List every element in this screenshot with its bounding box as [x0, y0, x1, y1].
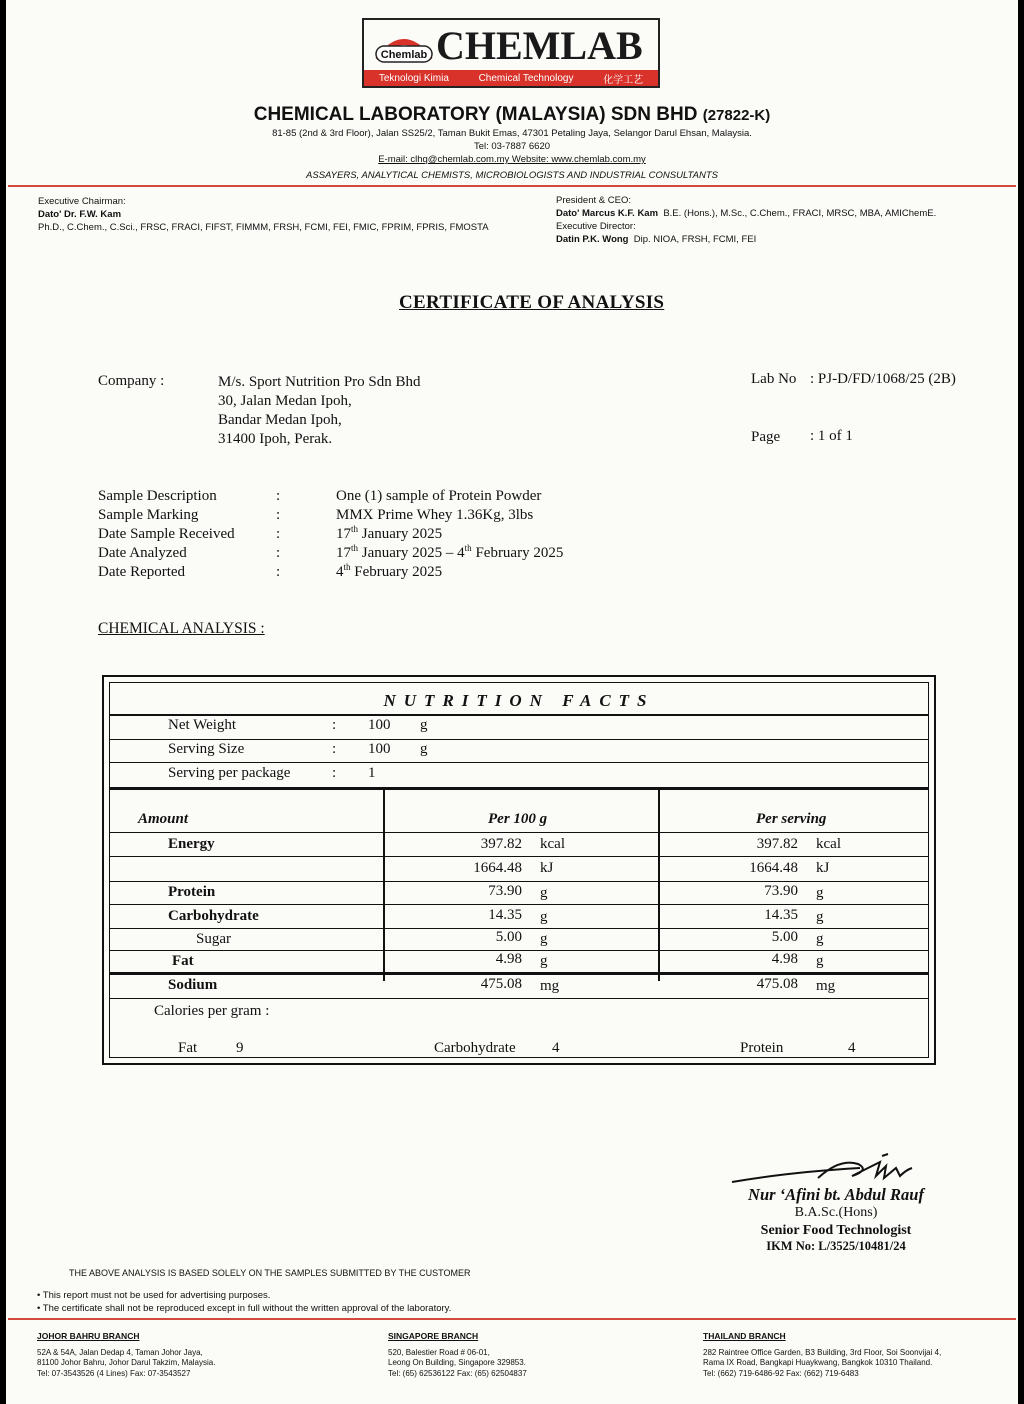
tagline-chinese: 化学工艺: [603, 74, 644, 86]
perserving-value: 475.08: [756, 976, 798, 992]
sample-description: One (1) sample of Protein Powder: [336, 488, 542, 504]
branch-address: 520, Balestier Road # 06-01,: [388, 1347, 490, 1357]
nutrient-label: Protein: [168, 884, 216, 900]
nutrition-facts-table: [102, 675, 936, 1065]
sample-detail-values: [336, 487, 563, 582]
per100-unit: g: [540, 885, 548, 901]
perserving-value: 73.90: [764, 883, 798, 899]
cal-fat-label: Fat: [178, 1040, 198, 1056]
president-name: Dato' Marcus K.F. Kam: [556, 208, 659, 219]
perserving-value: 1664.48: [749, 860, 798, 876]
per100-value: 4.98: [495, 951, 522, 967]
sample-marking: MMX Prime Whey 1.36Kg, 3lbs: [336, 507, 534, 523]
executive-officers: [556, 194, 936, 246]
detail-label: Date Reported: [98, 564, 186, 580]
per100-unit: g: [540, 953, 548, 969]
sample-detail-colons: [276, 487, 280, 582]
footer-rule: [8, 1318, 1016, 1320]
tagline-english: Chemical Technology: [478, 72, 574, 84]
cal-protein-label: Protein: [740, 1040, 784, 1056]
per100-unit: g: [540, 909, 548, 925]
per100-value: 1664.48: [473, 860, 522, 876]
director-quals: Dip. NIOA, FRSH, FCMI, FEI: [633, 234, 757, 245]
chemical-analysis-heading: CHEMICAL ANALYSIS :: [98, 620, 265, 637]
nutrient-label: Sodium: [168, 977, 218, 993]
exec-chair-label: Executive Chairman:: [38, 196, 126, 207]
detail-colon: :: [276, 488, 281, 504]
director-name: Datin P.K. Wong: [556, 234, 629, 245]
branch-contact: Tel: (65) 62536122 Fax: (65) 62504837: [388, 1368, 527, 1378]
serving-per-package-value: 1: [368, 765, 376, 781]
detail-colon: :: [276, 526, 281, 542]
branch-contact: Tel: (662) 719-6486-92 Fax: (662) 719-6483: [703, 1368, 859, 1378]
per-100g-header: Per 100 g: [488, 811, 548, 827]
page-label: Page: [751, 429, 781, 445]
detail-label: Sample Description: [98, 488, 217, 504]
director-label: Executive Director:: [556, 221, 636, 232]
detail-label: Date Sample Received: [98, 526, 235, 542]
branch-address: 52A & 54A, Jalan Dedap 4, Taman Johor Jaya,: [37, 1347, 203, 1357]
signature-mark: [730, 1150, 920, 1190]
header-rule: [8, 185, 1016, 187]
signatory-qualification: B.A.Sc.(Hons): [794, 1205, 878, 1220]
branch-contact: Tel: 07-3543526 (4 Lines) Fax: 07-3543527: [37, 1368, 191, 1378]
per100-value: 73.90: [488, 883, 522, 899]
per100-value: 397.82: [480, 836, 522, 852]
company-name-text: CHEMICAL LABORATORY (MALAYSIA) SDN BHD: [253, 104, 698, 125]
executive-chairman: [38, 195, 489, 234]
branch-johor: [37, 1331, 215, 1379]
customer-name: M/s. Sport Nutrition Pro Sdn Bhd: [218, 374, 421, 390]
amount-header: Amount: [138, 811, 189, 827]
advertising-note: • This report must not be used for advertising purposes.: [37, 1290, 271, 1301]
branch-singapore: [388, 1331, 527, 1379]
per100-unit: kcal: [540, 836, 565, 852]
signatory-title: Senior Food Technologist: [760, 1223, 912, 1238]
serving-size-colon: :: [332, 741, 337, 757]
net-weight-unit: g: [420, 717, 428, 733]
president-quals: B.E. (Hons.), M.Sc., C.Chem., FRACI, MRSC, MBA, AMIChemE.: [663, 208, 937, 219]
tagline-malay: Teknologi Kimia: [378, 72, 449, 84]
lab-no-value: : PJ-D/FD/1068/25 (2B): [810, 371, 956, 387]
assayers-line: ASSAYERS, ANALYTICAL CHEMISTS, MICROBIOLOGISTS AND INDUSTRIAL CONSULTANTS: [306, 170, 718, 181]
company-email-web: E-mail: clhq@chemlab.com.my Website: www.chemlab.com.my: [378, 154, 646, 165]
date-received: 17th January 2025: [336, 524, 443, 542]
perserving-unit: g: [816, 885, 824, 901]
serving-per-package-colon: :: [332, 765, 337, 781]
per100-value: 14.35: [488, 907, 522, 923]
company-address: 81-85 (2nd & 3rd Floor), Jalan SS25/2, Taman Bukit Emas, 47301 Petaling Jaya, Selangor Darul Ehsan, Malaysia.: [272, 128, 752, 139]
nutrition-facts-inner: [109, 682, 929, 1058]
branch-name: JOHOR BAHRU BRANCH: [37, 1331, 140, 1341]
per100-unit: kJ: [540, 860, 554, 876]
per100-value: 5.00: [495, 929, 522, 945]
per-serving-header: Per serving: [756, 811, 827, 827]
net-weight-label: Net Weight: [168, 717, 237, 733]
branch-name: SINGAPORE BRANCH: [388, 1331, 479, 1341]
nutrient-label: Energy: [168, 836, 215, 852]
nutrient-label: Carbohydrate: [168, 908, 259, 924]
exec-chair-quals: Ph.D., C.Chem., C.Sci., FRSC, FRACI, FIFST, FIMMM, FRSH, FCMI, FEI, FMIC, FPRIM, FPRIS, FMOSTA: [38, 222, 489, 233]
company-reg: (27822-K): [702, 107, 771, 124]
signatory-ikm: IKM No: L/3525/10481/24: [766, 1239, 906, 1253]
serving-per-package-label: Serving per package: [168, 765, 291, 781]
nutrient-label: Fat: [172, 953, 194, 969]
perserving-value: 4.98: [771, 951, 798, 967]
per100-unit: mg: [540, 978, 560, 994]
cal-carb-label: Carbohydrate: [434, 1040, 516, 1056]
nutrition-facts-title: NUTRITION FACTS: [383, 691, 655, 710]
branch-address: 282 Raintree Office Garden, B3 Building, 3rd Floor, Soi Soonvijai 4,: [703, 1347, 942, 1357]
customer-address: [218, 373, 421, 449]
lab-no-label: Lab No: [751, 371, 797, 387]
company-tel: Tel: 03-7887 6620: [473, 141, 551, 152]
chemlab-emblem-icon: [374, 30, 434, 68]
calories-per-gram-label: Calories per gram :: [154, 1003, 270, 1019]
detail-label: Date Analyzed: [98, 545, 187, 561]
perserving-value: 14.35: [764, 907, 798, 923]
cal-protein-value: 4: [848, 1040, 856, 1056]
net-weight-colon: :: [332, 717, 337, 733]
perserving-unit: mg: [816, 978, 836, 994]
cal-carb-value: 4: [552, 1040, 560, 1056]
customer-address-line: 31400 Ipoh, Perak.: [218, 431, 333, 447]
certificate-page: [6, 0, 1018, 1404]
chemlab-logo: [362, 18, 660, 88]
perserving-unit: g: [816, 953, 824, 969]
branch-address: Leong On Building, Singapore 329853.: [388, 1358, 526, 1367]
logo-name: CHEMLAB: [436, 23, 643, 68]
perserving-value: 5.00: [771, 929, 798, 945]
detail-colon: :: [276, 564, 281, 580]
branch-address: Rama IX Road, Bangkapi Huaykwang, Bangkok 10310 Thailand.: [703, 1358, 933, 1367]
president-label: President & CEO:: [556, 195, 631, 206]
perserving-unit: g: [816, 909, 824, 925]
company-label: Company :: [98, 373, 165, 389]
certificate-title: CERTIFICATE OF ANALYSIS: [399, 292, 665, 313]
perserving-unit: g: [816, 931, 824, 947]
branch-name: THAILAND BRANCH: [703, 1331, 786, 1341]
sample-detail-labels: [98, 487, 235, 582]
per100-value: 475.08: [480, 976, 522, 992]
perserving-unit: kcal: [816, 836, 841, 852]
perserving-value: 397.82: [756, 836, 798, 852]
perserving-unit: kJ: [816, 860, 830, 876]
detail-label: Sample Marking: [98, 507, 199, 523]
reproduction-note: • The certificate shall not be reproduced except in full without the written approval of the laboratory.: [37, 1303, 452, 1314]
cal-fat-value: 9: [236, 1040, 244, 1056]
company-name: [6, 104, 1018, 126]
branch-thailand: [703, 1331, 941, 1379]
customer-address-line: Bandar Medan Ipoh,: [218, 412, 342, 428]
customer-address-line: 30, Jalan Medan Ipoh,: [218, 393, 352, 409]
net-weight-value: 100: [368, 717, 391, 733]
serving-size-unit: g: [420, 741, 428, 757]
date-analyzed: 17th January 2025 – 4th February 2025: [336, 543, 564, 561]
serving-size-value: 100: [368, 741, 391, 757]
signatory-name: Nur ‘Afini bt. Abdul Rauf: [748, 1185, 924, 1204]
detail-colon: :: [276, 507, 281, 523]
branch-address: 81100 Johor Bahru, Johor Darul Takzim, Malaysia.: [37, 1358, 216, 1367]
logo-small-text: Chemlab: [380, 49, 428, 61]
page-value: : 1 of 1: [810, 428, 853, 444]
analysis-basis-note: THE ABOVE ANALYSIS IS BASED SOLELY ON THE SAMPLES SUBMITTED BY THE CUSTOMER: [69, 1268, 471, 1278]
detail-colon: :: [276, 545, 281, 561]
nutrient-label: Sugar: [196, 931, 231, 947]
logo-tagline-strip: [364, 70, 658, 86]
per100-unit: g: [540, 931, 548, 947]
date-reported: 4th February 2025: [336, 562, 443, 580]
serving-size-label: Serving Size: [168, 741, 245, 757]
exec-chair-name: Dato' Dr. F.W. Kam: [38, 209, 122, 220]
